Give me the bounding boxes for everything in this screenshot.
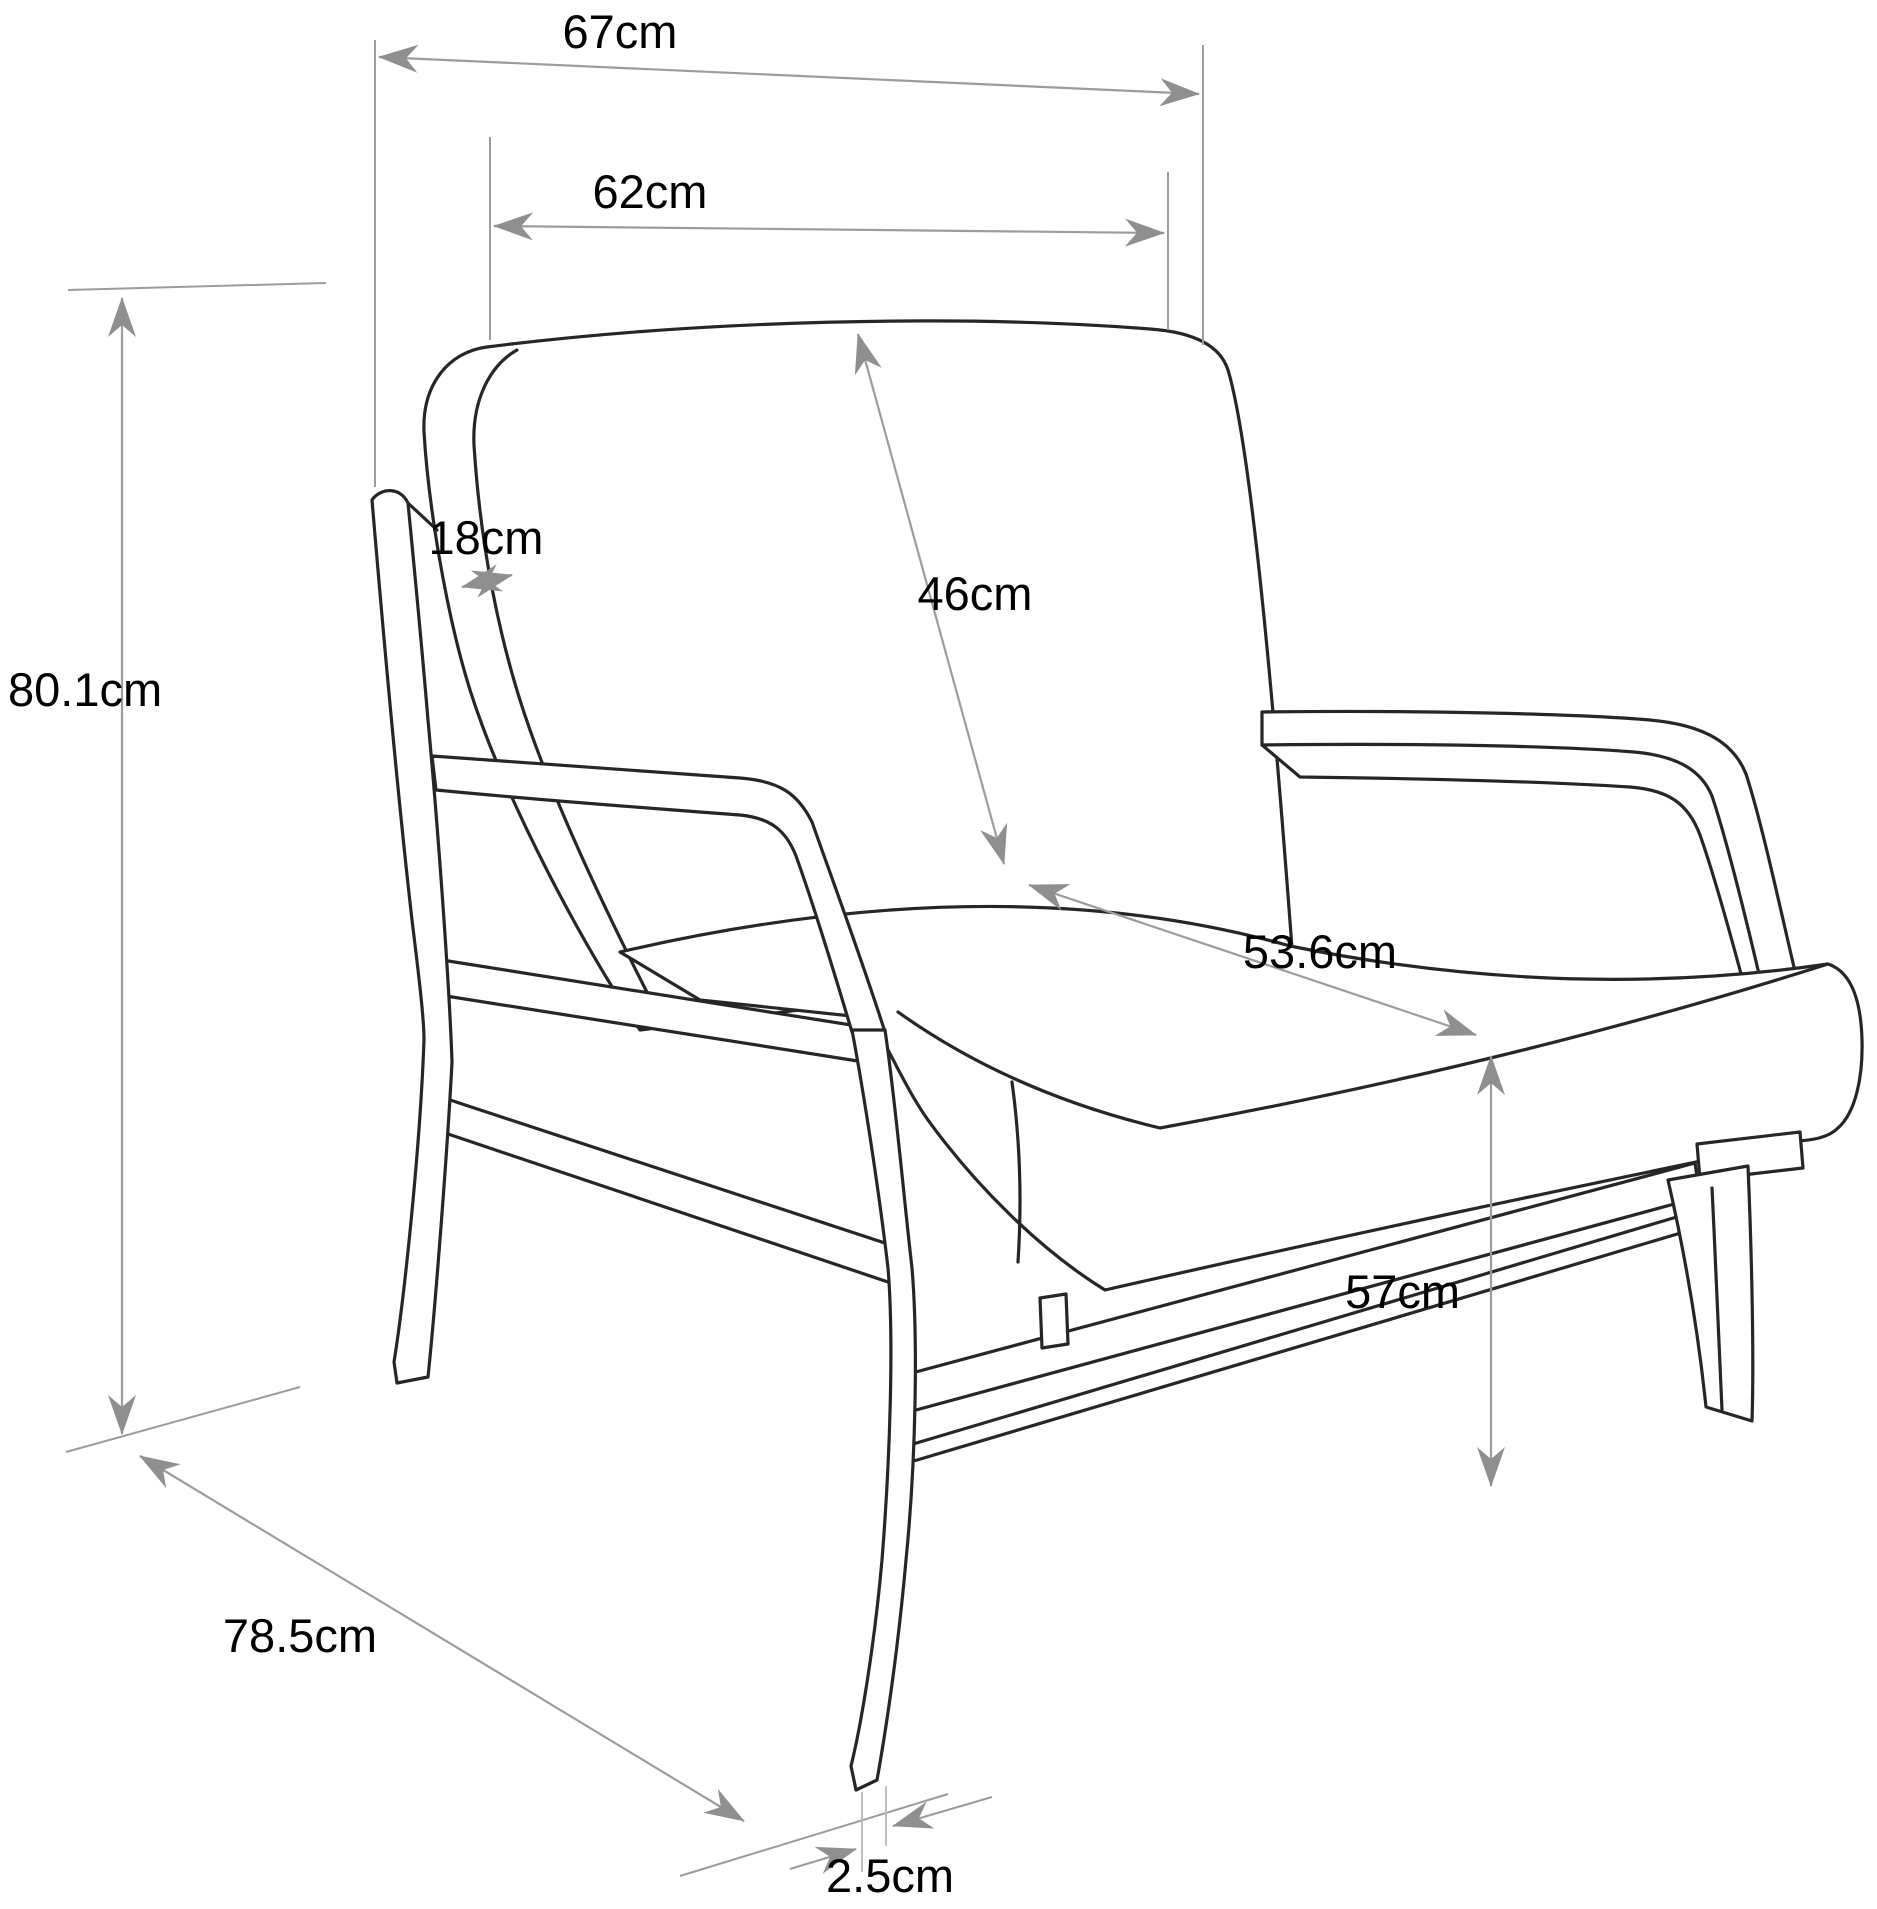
dim-label-backrest-thickness: 18cm	[428, 511, 544, 564]
frame-block	[1040, 1294, 1068, 1348]
dim-line-overall-width	[379, 57, 1199, 94]
dim-line-leg-width-right	[893, 1797, 992, 1826]
dim-label-overall-depth: 78.5cm	[222, 1609, 378, 1662]
dim-label-inner-width: 62cm	[592, 165, 708, 218]
back-post-rear-leg	[372, 491, 452, 1383]
left-stretcher	[444, 1098, 900, 1284]
extension-line	[66, 1387, 300, 1452]
dim-label-leg-width: 2.5cm	[826, 1849, 954, 1902]
dim-label-overall-width: 67cm	[562, 5, 678, 58]
dim-label-seat-depth: 53.6cm	[1242, 925, 1398, 978]
front-right-leg	[1668, 1166, 1753, 1421]
dim-inner-width	[490, 137, 1168, 340]
dim-label-backrest-height: 46cm	[917, 567, 1033, 620]
extension-line	[68, 283, 326, 290]
dim-label-seat-height: 57cm	[1345, 1265, 1460, 1318]
front-left-leg	[851, 1030, 915, 1790]
dim-overall-depth	[140, 1456, 948, 1876]
dim-leg-width	[790, 1786, 992, 1902]
front-stretcher	[903, 1216, 1684, 1463]
dim-label-overall-height: 80.1cm	[8, 663, 163, 716]
dim-overall-height	[8, 283, 326, 1452]
dim-line-inner-width	[494, 226, 1164, 233]
